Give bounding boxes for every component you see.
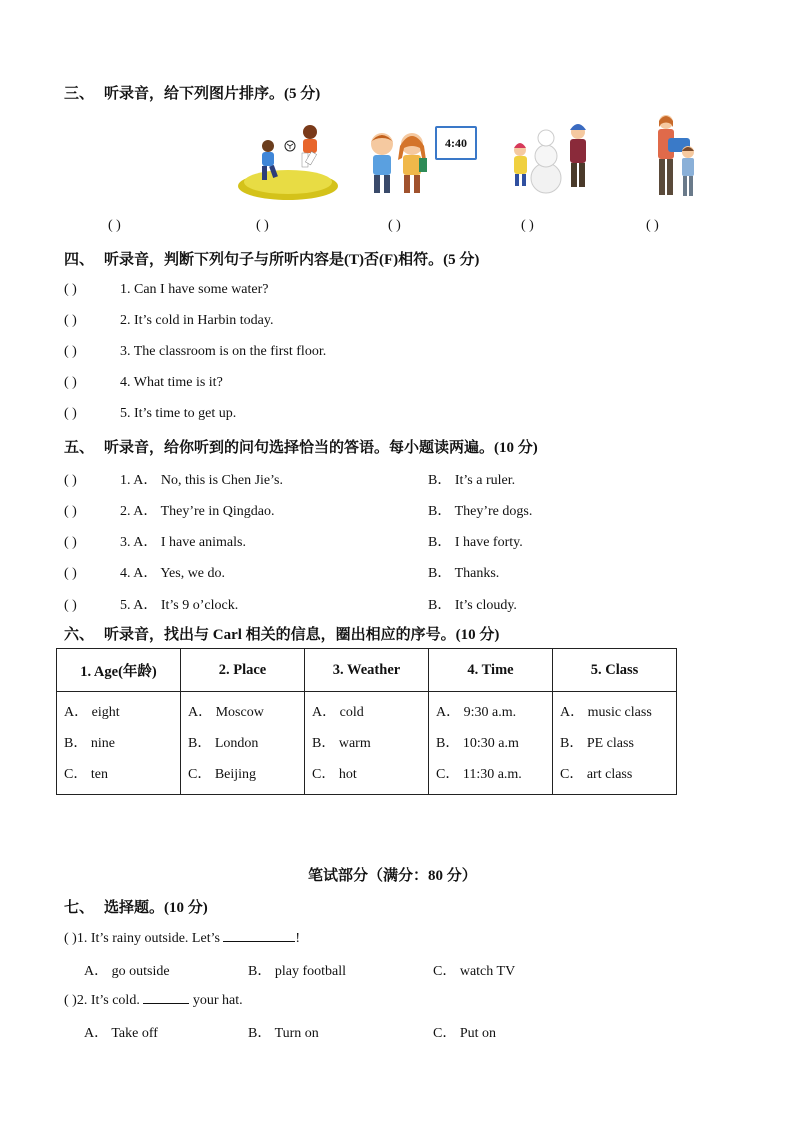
answer-paren[interactable]: ( ) <box>64 375 77 390</box>
section4-number: 四、 <box>64 252 95 268</box>
section7-title: 选择题。(10 分) <box>104 900 208 916</box>
section7-number: 七、 <box>64 900 95 916</box>
question-text: 5. It’s time to get up. <box>120 406 237 421</box>
list-item <box>64 531 764 551</box>
answer-paren[interactable]: ( ) <box>64 504 77 519</box>
option-a: 4. A． Yes, we do. <box>120 566 226 581</box>
list-item <box>64 344 326 360</box>
question-stem: 2. It’s cold. <box>76 993 140 1008</box>
option-b: B． I have forty. <box>428 535 523 550</box>
section3-heading <box>64 82 320 103</box>
list-item <box>64 406 236 422</box>
option-a: 5. A． It’s 9 o’clock. <box>120 598 239 613</box>
choice-option[interactable]: B． warm <box>312 736 371 751</box>
question-1 <box>64 929 300 947</box>
two-children-walking-icon <box>360 128 436 200</box>
q2-option-a[interactable]: A． Take off <box>84 1026 158 1041</box>
answer-paren[interactable]: ( ) <box>64 566 77 581</box>
choice-option[interactable]: C． ten <box>64 767 108 782</box>
choice-option[interactable]: C． 11:30 a.m. <box>436 767 522 782</box>
answer-paren[interactable]: ( ) <box>64 931 77 946</box>
choice-option[interactable]: A． eight <box>64 705 120 720</box>
answer-paren[interactable]: ( ) <box>64 406 77 421</box>
header-weather: 3. Weather <box>305 649 429 692</box>
list-item <box>64 500 764 520</box>
answer-paren[interactable]: ( ) <box>64 535 77 550</box>
choice-option[interactable]: C． hot <box>312 767 357 782</box>
header-time: 4. Time <box>429 649 553 692</box>
list-item <box>64 594 764 614</box>
q2-option-c[interactable]: C． Put on <box>433 1026 497 1041</box>
list-item <box>64 375 223 391</box>
question-end: ! <box>295 931 301 946</box>
header-age: 1. Age(年龄) <box>57 649 181 692</box>
choice-option[interactable]: B． PE class <box>560 736 634 751</box>
family-putting-on-coat-icon <box>646 112 702 202</box>
q1-option-a[interactable]: A． go outside <box>84 964 170 979</box>
section5-heading <box>64 436 538 457</box>
choice-option[interactable]: A． Moscow <box>188 705 264 720</box>
question-end: your hat. <box>192 993 243 1008</box>
time-options <box>429 692 553 795</box>
section7-heading <box>64 896 208 917</box>
class-options <box>553 692 677 795</box>
question-text: 3. The classroom is on the first floor. <box>120 344 327 359</box>
section3-number: 三、 <box>64 86 95 102</box>
header-class: 5. Class <box>553 649 677 692</box>
answer-paren[interactable]: ( ) <box>64 313 77 328</box>
answer-paren[interactable]: ( ) <box>64 473 77 488</box>
carl-info-table <box>56 648 677 795</box>
children-playing-football-icon <box>236 120 338 202</box>
option-b: B． It’s a ruler. <box>428 473 516 488</box>
section6-heading <box>64 623 499 644</box>
clock-time: 4:40 <box>445 136 467 150</box>
answer-paren[interactable]: ( ) <box>64 344 77 359</box>
option-b: B． It’s cloudy. <box>428 598 517 613</box>
order-blank-2[interactable]: ( ) <box>256 218 269 233</box>
question-2 <box>64 991 243 1009</box>
order-blank-5[interactable]: ( ) <box>646 218 659 233</box>
section4-title: 听录音，判断下列句子与所听内容是(T)否(F)相符。(5 分) <box>104 252 480 268</box>
list-item <box>64 282 269 298</box>
written-part-heading: 笔试部分（满分：80 分） <box>308 868 477 884</box>
age-options <box>57 692 181 795</box>
q2-option-b[interactable]: B． Turn on <box>248 1026 319 1041</box>
choice-option[interactable]: A． cold <box>312 705 364 720</box>
choice-option[interactable]: B． nine <box>64 736 115 751</box>
option-a: 1. A． No, this is Chen Jie’s. <box>120 473 283 488</box>
place-options <box>181 692 305 795</box>
fill-blank[interactable] <box>223 929 295 942</box>
question-text: 2. It’s cold in Harbin today. <box>120 313 274 328</box>
choice-option[interactable]: B． 10:30 a.m <box>436 736 519 751</box>
header-place: 2. Place <box>181 649 305 692</box>
q1-option-c[interactable]: C． watch TV <box>433 964 516 979</box>
children-building-snowman-icon <box>500 116 600 200</box>
question-text: 4. What time is it? <box>120 375 223 390</box>
choice-option[interactable]: A． 9:30 a.m. <box>436 705 517 720</box>
order-blank-3[interactable]: ( ) <box>388 218 401 233</box>
option-b: B． Thanks. <box>428 566 500 581</box>
table-header-row <box>57 649 677 692</box>
answer-paren[interactable]: ( ) <box>64 598 77 613</box>
option-b: B． They’re dogs. <box>428 504 533 519</box>
table-row <box>57 692 677 795</box>
section6-title: 听录音，找出与 Carl 相关的信息，圈出相应的序号。(10 分) <box>104 627 500 643</box>
question-text: 1. Can I have some water? <box>120 282 269 297</box>
section5-title: 听录音，给你听到的问句选择恰当的答语。每小题读两遍。(10 分) <box>104 440 538 456</box>
weather-options <box>305 692 429 795</box>
option-a: 2. A． They’re in Qingdao. <box>120 504 275 519</box>
order-blank-4[interactable]: ( ) <box>521 218 534 233</box>
list-item <box>64 313 273 329</box>
option-a: 3. A． I have animals. <box>120 535 246 550</box>
choice-option[interactable]: C． art class <box>560 767 633 782</box>
q1-option-b[interactable]: B． play football <box>248 964 346 979</box>
section6-number: 六、 <box>64 627 95 643</box>
choice-option[interactable]: A． music class <box>560 705 652 720</box>
section3-title: 听录音，给下列图片排序。(5 分) <box>104 86 321 102</box>
answer-paren[interactable]: ( ) <box>64 993 77 1008</box>
choice-option[interactable]: B． London <box>188 736 259 751</box>
question-stem: 1. It’s rainy outside. Let’s <box>76 931 220 946</box>
list-item <box>64 562 764 582</box>
order-blank-1[interactable]: ( ) <box>108 218 121 233</box>
choice-option[interactable]: C． Beijing <box>188 767 257 782</box>
clock-box <box>435 126 477 160</box>
answer-paren[interactable]: ( ) <box>64 282 77 297</box>
section4-heading <box>64 248 479 269</box>
section5-number: 五、 <box>64 440 95 456</box>
list-item <box>64 469 764 489</box>
fill-blank[interactable] <box>143 991 189 1004</box>
